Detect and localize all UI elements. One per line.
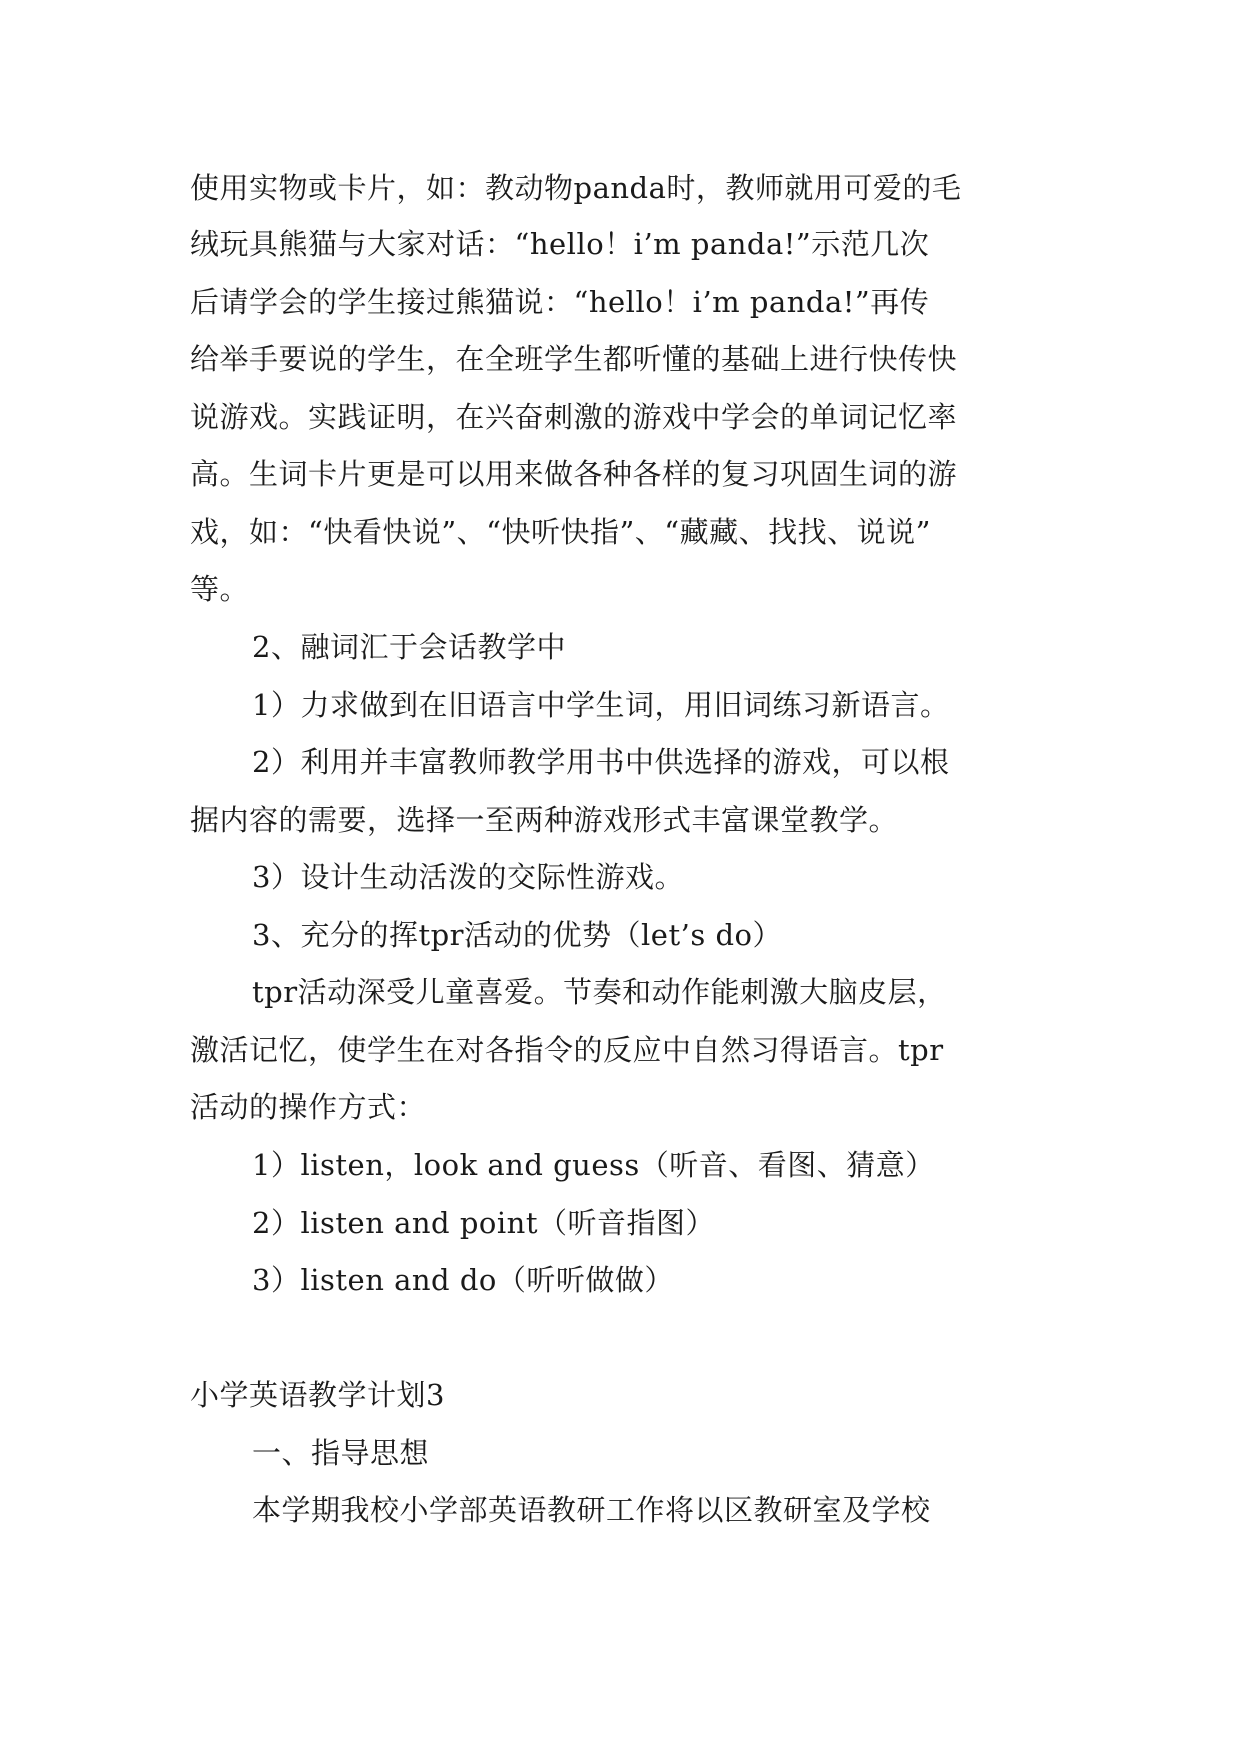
paragraph-line: 高。生词卡片更是可以用来做各种各样的复习巩固生词的游 <box>190 457 958 491</box>
paragraph-line: 活动的操作方式： <box>190 1090 427 1124</box>
list-item: 2）listen and point（听音指图） <box>252 1206 715 1240</box>
paragraph-line: 绒玩具熊猫与大家对话：“hello！i’m panda!”示范几次 <box>190 227 930 261</box>
list-item: 3）listen and do（听听做做） <box>252 1263 674 1297</box>
paragraph-line: 戏，如：“快看快说”、“快听快指”、“藏藏、找找、说说” <box>190 515 931 549</box>
list-item: 3）设计生动活泼的交际性游戏。 <box>252 860 684 894</box>
paragraph-line: 使用实物或卡片，如：教动物panda时，教师就用可爱的毛 <box>190 171 962 205</box>
list-item: 1）力求做到在旧语言中学生词，用旧词练习新语言。 <box>252 688 950 722</box>
paragraph-line: tpr活动深受儿童喜爱。节奏和动作能刺激大脑皮层， <box>252 975 947 1009</box>
paragraph-line: 后请学会的学生接过熊猫说：“hello！i’m panda!”再传 <box>190 285 930 319</box>
section-heading: 一、指导思想 <box>252 1436 430 1470</box>
paragraph-line: 本学期我校小学部英语教研工作将以区教研室及学校 <box>252 1493 931 1527</box>
paragraph-line: 等。 <box>190 572 250 606</box>
section-heading: 2、融词汇于会话教学中 <box>252 630 566 664</box>
paragraph-line: 激活记忆，使学生在对各指令的反应中自然习得语言。tpr <box>190 1033 944 1067</box>
paragraph-line: 说游戏。实践证明，在兴奋刺激的游戏中学会的单词记忆率 <box>190 400 958 434</box>
paragraph-line: 给举手要说的学生，在全班学生都听懂的基础上进行快传快 <box>190 342 958 376</box>
paragraph-line: 据内容的需要，选择一至两种游戏形式丰富课堂教学。 <box>190 803 899 837</box>
section-heading: 3、充分的挥tpr活动的优势（let’s do） <box>252 918 782 952</box>
list-item: 2）利用并丰富教师教学用书中供选择的游戏，可以根 <box>252 745 950 779</box>
document-title: 小学英语教学计划3 <box>190 1378 445 1412</box>
list-item: 1）listen，look and guess（听音、看图、猜意） <box>252 1148 935 1182</box>
